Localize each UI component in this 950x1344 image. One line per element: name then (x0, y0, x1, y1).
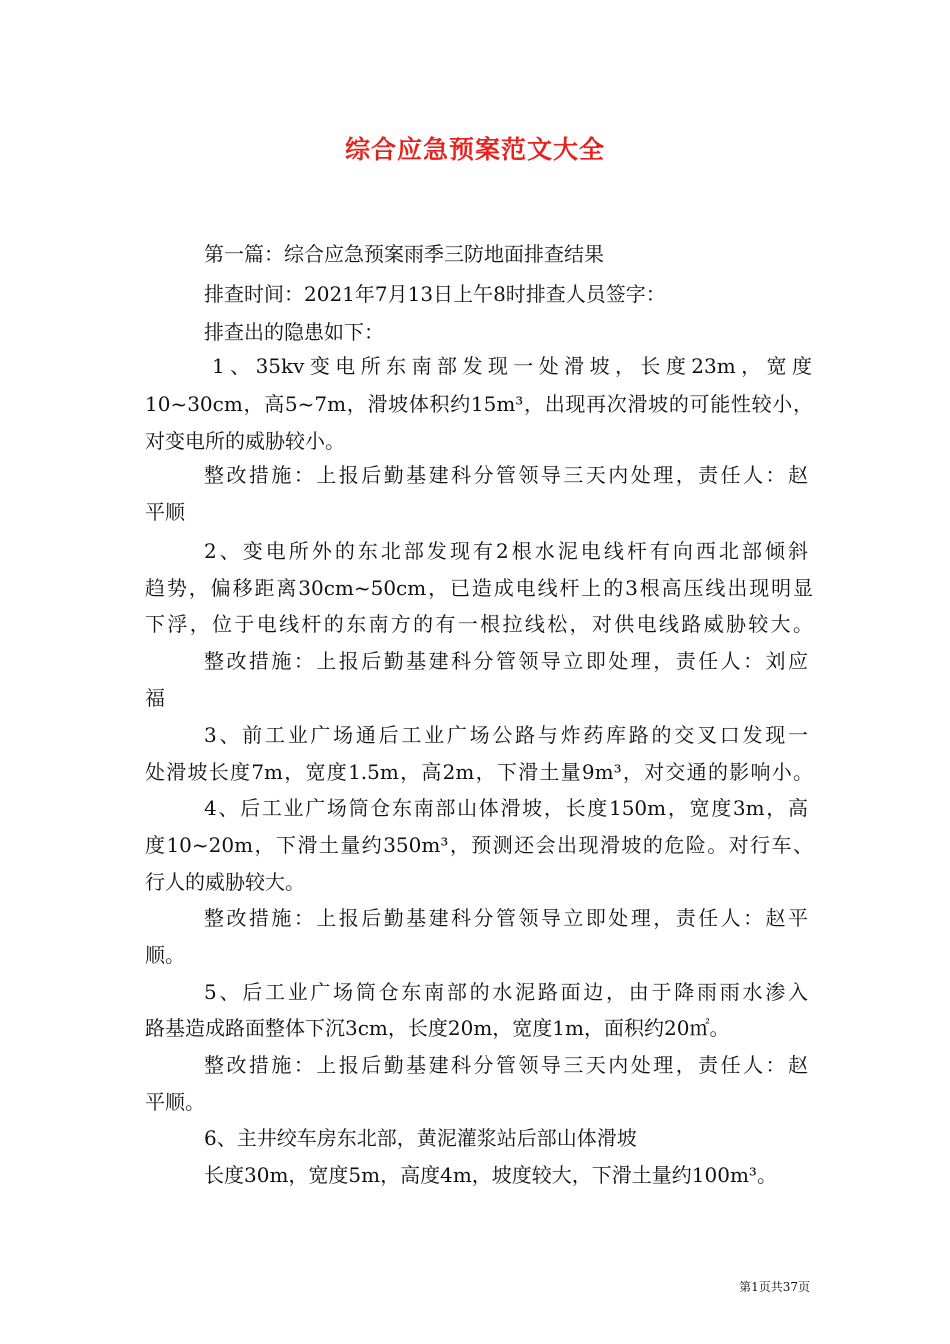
paragraph-line: 排查出的隐患如下： (204, 320, 384, 344)
paragraph-line: 平顺。 (145, 1090, 205, 1114)
paragraph-line: 对变电所的威胁较小。 (145, 429, 345, 453)
paragraph-line: 福 (145, 686, 165, 710)
paragraph-line: 4、后工业广场筒仓东南部山体滑坡，长度150m，宽度3m，高 (204, 796, 808, 820)
paragraph-line: 6、主井绞车房东北部，黄泥灌浆站后部山体滑坡 (204, 1126, 637, 1150)
paragraph-line: 排查时间：2021年7月13日上午8时排查人员签字： (204, 282, 666, 306)
paragraph-line: 平顺 (145, 500, 185, 524)
paragraph-line: 2、变电所外的东北部发现有2根水泥电线杆有向西北部倾斜 (204, 539, 808, 563)
paragraph-line: 10~30cm，高5~7m，滑坡体积约15m³，出现再次滑坡的可能性较小， (145, 392, 813, 416)
paragraph-line: 整改措施：上报后勤基建科分管领导立即处理，责任人：刘应 (204, 649, 808, 673)
paragraph-line: 整改措施：上报后勤基建科分管领导三天内处理，责任人：赵 (204, 463, 808, 487)
paragraph-line: 整改措施：上报后勤基建科分管领导三天内处理，责任人：赵 (204, 1053, 808, 1077)
paragraph-line: 1、35kv变电所东南部发现一处滑坡，长度23m，宽度 (212, 354, 812, 378)
paragraph-line: 处滑坡长度7m，宽度1.5m，高2m，下滑土量9m³，对交通的影响小。 (145, 760, 813, 784)
paragraph-line: 路基造成路面整体下沉3cm，长度20m，宽度1m，面积约20㎡。 (145, 1016, 730, 1040)
paragraph-line: 5、后工业广场筒仓东南部的水泥路面边，由于降雨雨水渗入 (204, 980, 808, 1004)
paragraph-line: 行人的威胁较大。 (145, 870, 305, 894)
paragraph-line: 3、前工业广场通后工业广场公路与炸药库路的交叉口发现一 (204, 723, 808, 747)
paragraph-line: 趋势，偏移距离30cm~50cm，已造成电线杆上的3根高压线出现明显 (145, 576, 813, 600)
page-number: 第1页共37页 (739, 1280, 810, 1294)
paragraph-line: 度10~20m，下滑土量约350m³，预测还会出现滑坡的危险。对行车、 (145, 833, 813, 857)
paragraph-line: 整改措施：上报后勤基建科分管领导立即处理，责任人：赵平 (204, 906, 808, 930)
paragraph-line: 下浮，位于电线杆的东南方的有一根拉线松，对供电线路威胁较大。 (145, 612, 813, 636)
paragraph-line: 长度30m，宽度5m，高度4m，坡度较大，下滑土量约100m³。 (204, 1163, 777, 1187)
section-heading: 第一篇：综合应急预案雨季三防地面排查结果 (204, 242, 604, 266)
document-title: 综合应急预案范文大全 (344, 135, 605, 164)
paragraph-line: 顺。 (145, 943, 185, 967)
